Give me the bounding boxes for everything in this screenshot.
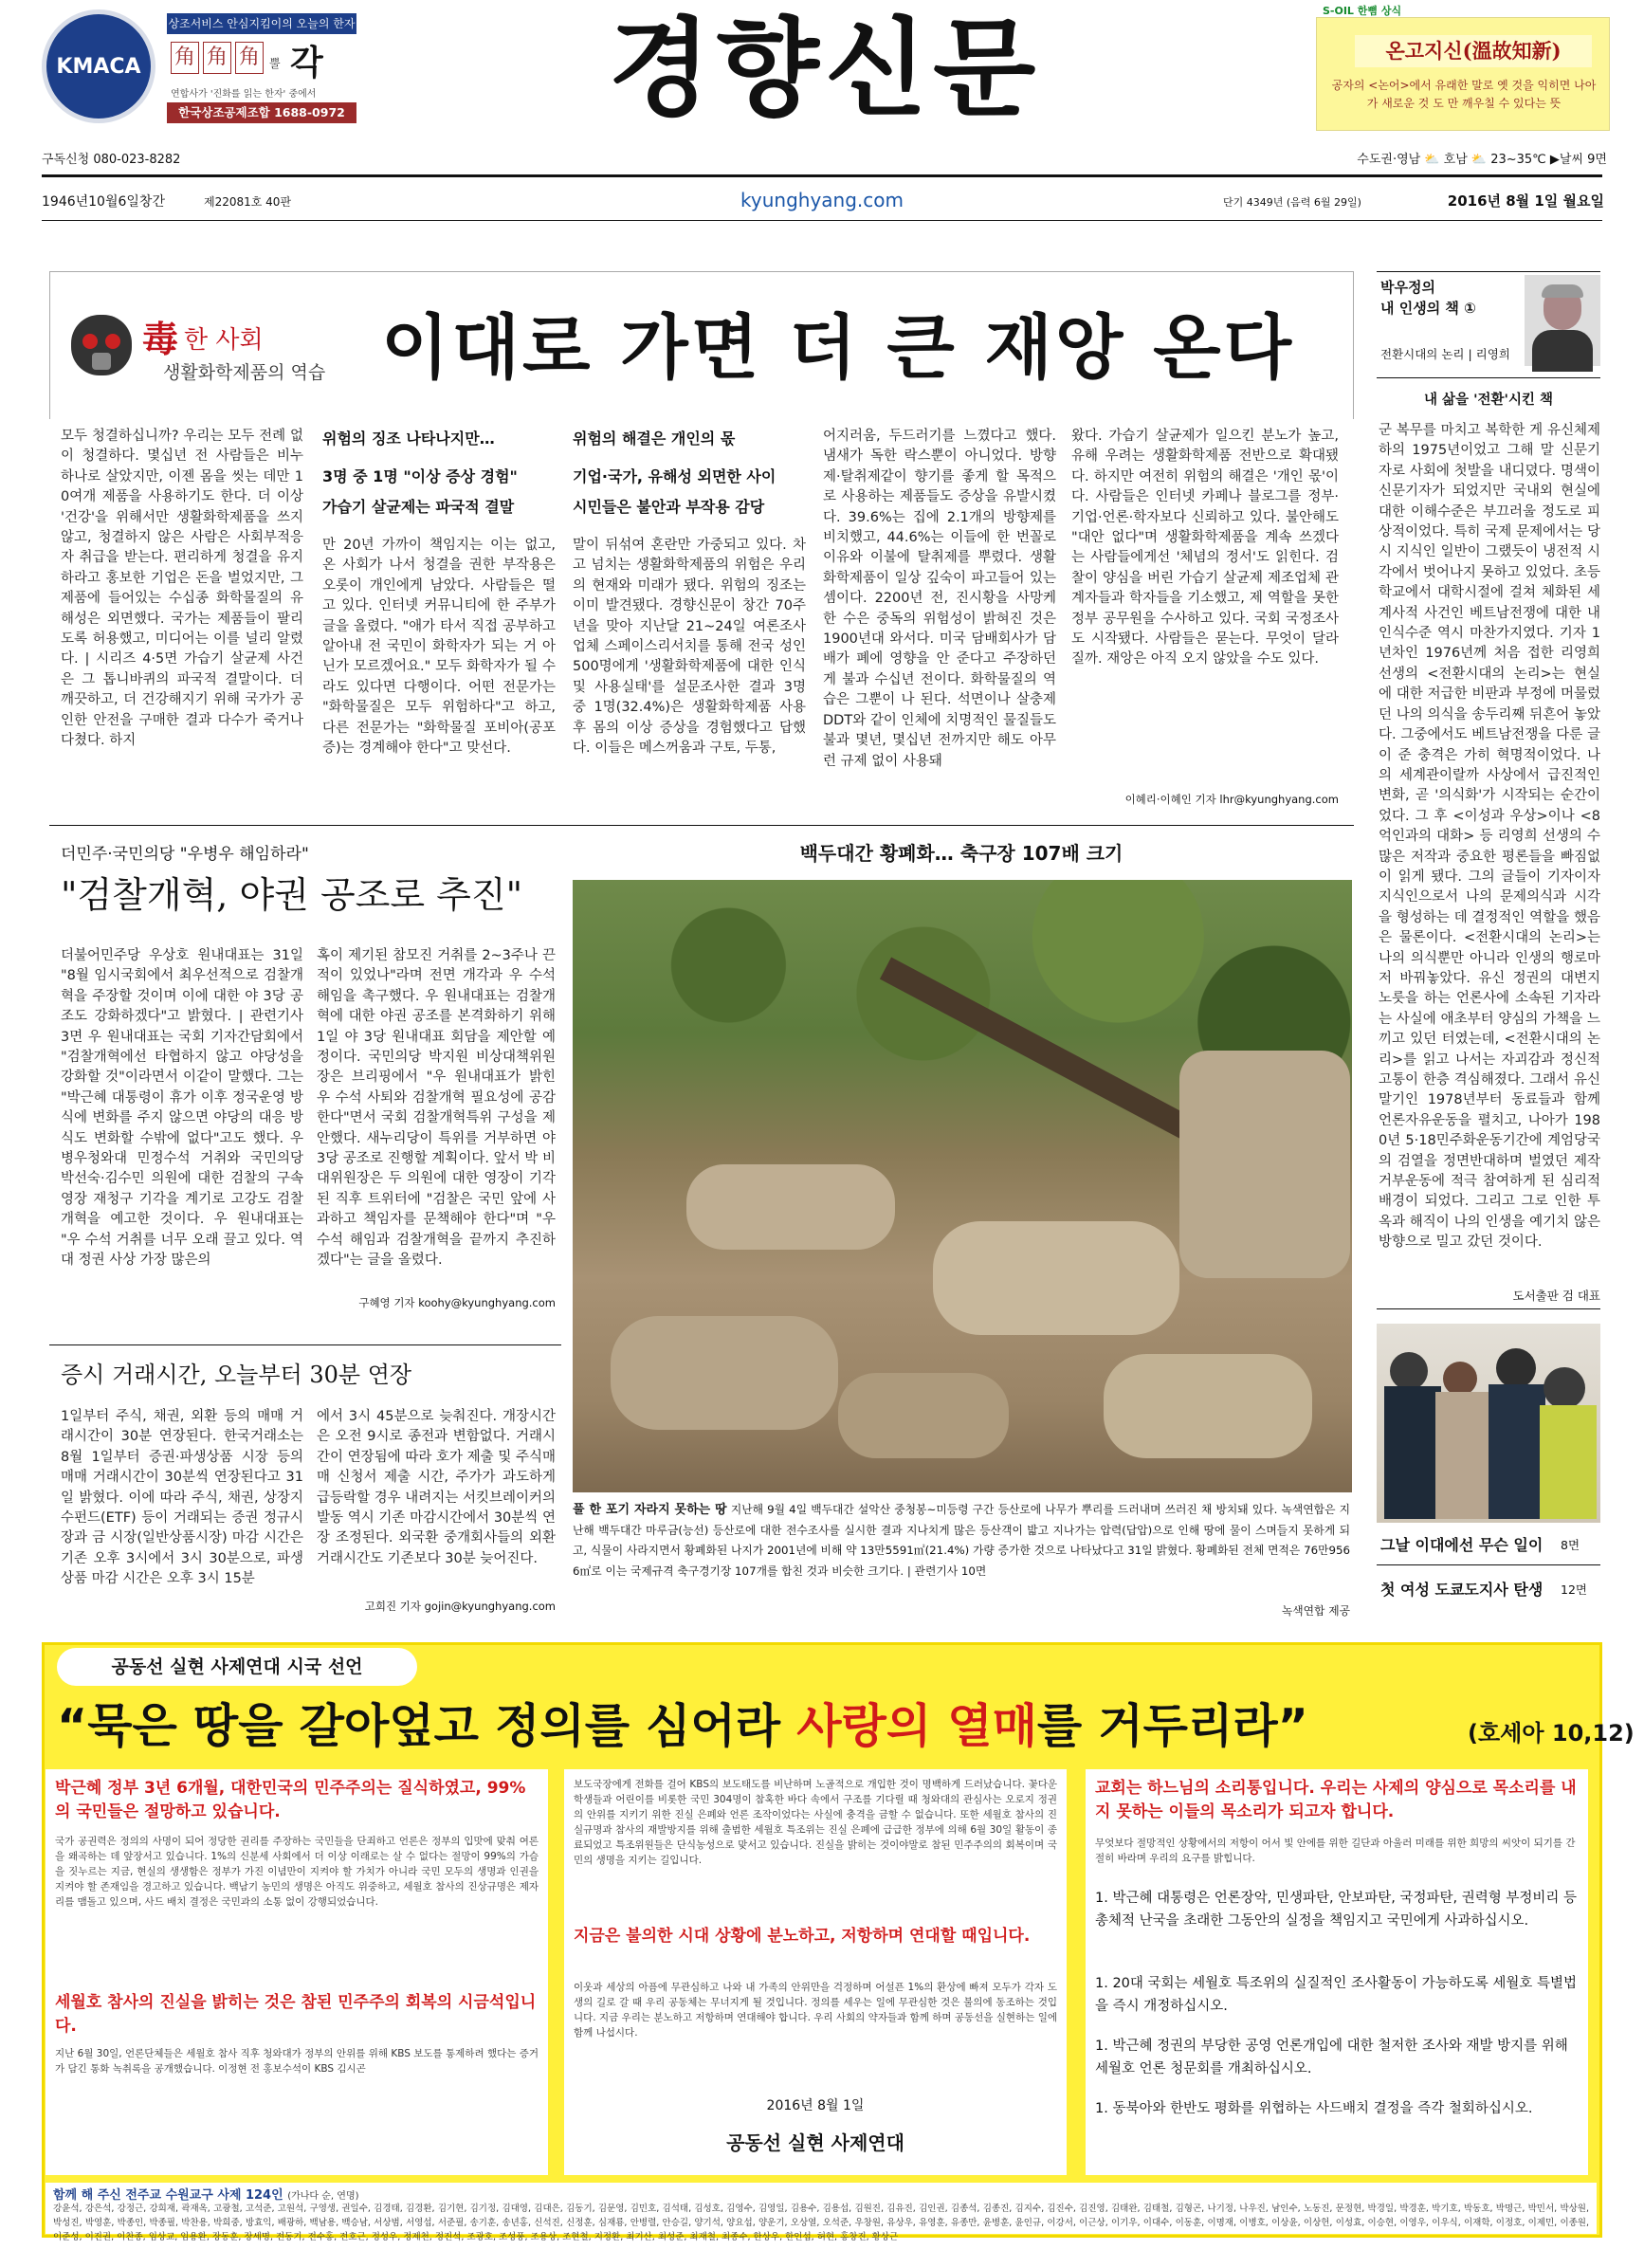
photo-title: 백두대간 황폐화… 축구장 107배 크기	[799, 842, 1123, 865]
ad-demand-4: 1. 동북아와 한반도 평화를 위협하는 사드배치 결정을 즉각 철회하십시오.	[1095, 2101, 1533, 2116]
right-ad[interactable]	[1316, 5, 1610, 131]
stock-col-2: 에서 3시 45분으로 늦춰진다. 개장시간은 오전 9시로 종전과 변함없다. 거래시간이 연장됨에 따라 호가 제출 및 주식매매 신청서 제출 시간, 주가가 과도하게 급등락할 경우 내려지는 서킷브레이커의 발동 역시 기존 마감시간에서 30분씩 연장 조정된다. 외국환 중개회사들의 외환 거래시간도 기존보다 30분 늦어진다.	[317, 1409, 556, 1566]
ad-quote	[57, 1693, 1470, 1760]
ad-c1-text-1: 국가 공권력은 정의의 사명이 되어 정당한 권리를 주장하는 국민들을 단죄하고 언론은 정부의 입맛에 맞춰 여론을 왜곡하는 데 앞장서고 있습니다. 1%의 신분세 사회에서 더 이상 이래로는 살 수 없다는 절망이 99%의 가슴을 짓누르는 지금, 현실의 생생함은 정부가 가진 이념만이 지켜야 할 가치가 아니라 국민 모두의 생명과 인권을 지켜야 할 존재임을 경고하고 있습니다. 백남기 농민의 생명은 아직도 위중하고, 세월호 참사의 진상규명은 제자리를 맴돌고 있으며, 사드 배치 결정은 국민과의 소통 없이 강행되었습니다.	[55, 1836, 539, 1908]
ad-signers-note: (가나다 순, 연명)	[287, 2191, 359, 2202]
prosecutor-headline[interactable]: "검찰개혁, 야권 공조로 추진"	[61, 874, 523, 916]
side-photo-caption: 그날 이대에선 무슨 일이	[1380, 1536, 1544, 1554]
stock-col-1: 1일부터 주식, 채권, 외환 등의 매매 거래시간이 30분 연장된다. 한국거래소는 8월 1일부터 증권·파생상품 시장 등의 매매 거래시간이 30분씩 연장된다고 31일 밝혔다. 이에 따라 주식, 채권, 상장지수펀드(ETF) 등이 거래되는 증권 정규시장과 금 시장(일반상품시장) 마감 시간은 기존 오후 3시에서 3시 30분으로, 파생상품 마감 시간은 오후 3시 15분	[61, 1409, 303, 1587]
side-rule	[1377, 1564, 1600, 1565]
lead-rule	[49, 825, 1354, 826]
ad-c3-heading-1: 교회는 하느님의 소리통입니다. 우리는 사제의 양심으로 목소리를 내지 못하는 이들의 목소리가 되고자 합니다.	[1095, 1779, 1577, 1821]
right-ad-brand: S-OIL 한뼘 상식	[1323, 5, 1402, 17]
left-ad-sub: 연합사가 '진화를 읽는 한자' 중에서	[171, 89, 317, 100]
ad-signature: 공동선 실현 사제연대	[726, 2131, 904, 2154]
founded: 1946년10월6일창간	[42, 194, 165, 210]
lead-col3-sub2: 기업·국가, 유해성 외면한 사이	[573, 467, 776, 485]
kmaca-seal: KMACA	[42, 9, 155, 123]
prosecutor-kicker: 더민주·국민의당 "우병우 해임하라"	[61, 845, 309, 864]
hanja-label: 각	[290, 44, 323, 82]
ad-ref: (호세아 10,12)	[1468, 1720, 1635, 1747]
ad-quote-red: 사랑의 열매	[796, 1699, 1037, 1753]
ad-signers-label	[53, 2185, 1589, 2203]
masthead-rule-top	[42, 174, 1602, 177]
mountain-trail-photo[interactable]	[573, 880, 1352, 1492]
lead-col2-sub3: 가습기 살균제는 파국적 결말	[322, 498, 515, 516]
photo-caption-bold: 풀 한 포기 자라지 못하는 땅	[573, 1503, 727, 1517]
gas-mask-icon	[71, 315, 132, 375]
ad-date: 2016년 8월 1일	[766, 2098, 865, 2113]
lead-col2-sub1: 위험의 징조 나타나지만…	[322, 430, 495, 448]
lead-col-2: 만 20년 가까이 책임지는 이는 없고, 온 사회가 나서 청결을 권한 부작용은 오롯이 개인에게 남았다. 사람들은 떨고 있다. 인터넷 커뮤니티에 한 주부가 글을 올렸다. "애가 타서 직접 공부하고 알아내 전 국민이 화학자가 되는 거 아닌가 모르겠어요." 모두 화학자가 될 수라도 있다면 다행이다. 어떤 전문가는 "화학물질은 모두 위험하다"고 하고, 다른 전문가는 "화학물질 포비아(공포증)는 경계해야 한다"고 맞선다.	[322, 538, 556, 757]
prosecutor-col-1: 더불어민주당 우상호 원내대표는 31일 "8월 임시국회에서 최우선적으로 검찰개혁을 주장할 것이며 이에 대한 야 3당 공조도 강화하겠다"고 밝혔다. | 관련기사 3면 우 원내대표는 국회 기자간담회에서 "검찰개혁에선 타협하지 않고 야당성을 강화할 것"이라면서 이같이 말했다. 그는 "박근혜 대통령이 휴가 이후 정국운영 방식에 변화를 주지 않으면 야당의 대응 방식도 변화할 수밖에 없다"고도 했다. 우병우청와대 민정수석 거취와 국민의당 박선숙·김수민 의원에 대한 검찰의 구속영장 재청구 기각을 계기로 고강도 검찰개혁을 예고한 것이다. 우 원내대표는 "우 수석 거취를 너무 오래 끌고 있다. 역대 정권 사상 가장 많은의	[61, 948, 303, 1269]
ad-banner: 공동선 실현 사제연대 시국 선언	[57, 1648, 417, 1686]
column-body: 군 복무를 마치고 복학한 게 유신체제 하의 1975년이었고 그해 말 신문기자로 사회에 첫발을 내디뎠다. 명색이 신문기자가 되었지만 국내외 현실에 대한 이해수준은 부끄러울 정도로 피상적이었다. 특히 국제 문제에서는 당시 지식인 일반이 그랬듯이 냉전적 시각에서 벗어나지 못하고 있었다. 초등학교에서 대학시절에 걸쳐 체화된 세계사적 사건인 베트남전쟁에 대한 내 인식수준 역시 마찬가지였다. 기자 1년차인 1976년께 처음 접한 리영희 선생의 <전환시대의 논리>는 현실에 대한 저급한 비판과 부정에 머물렀던 나의 의식을 송두리째 뒤흔어 놓았다. 그중에서도 베트남전쟁을 다룬 글이 준 충격은 가히 혁명적이었다. 나의 세계관이랄까 사상에서 급진적인 변화, 곧 '의식화'가 시작되는 순간이었다. 그 후 <이성과 우상>이나 <8억인과의 대화> 등 리영희 선생의 수많은 저작과 중요한 평론들을 빠짐없이 읽게 됐다. 그의 글들이 기자이자 지식인으로서 나의 문제의식과 시각을 형성하는 데 결정적인 역할을 했음은 물론이다. <전환시대의 논리>는 나의 의식뿐만 아니라 인생의 행로마저 바꿔놓았다. 유신 정권의 대변지 노릇을 하는 언론사에 소속된 기자라는 사실에 애초부터 양심의 가책을 느끼고 있던 터였는데, <전환시대의 논리>를 읽고 나서는 자괴감과 정신적 고통이 한층 격심해졌다. 그래서 유신 말기인 1978년부터 동료들과 함께 언론자유운동을 펼치고, 나아가 1980년 5·18민주화운동기간에 계엄당국의 검열을 정면반대하며 벌였던 제작거부운동에 적극 참여하게 된 심리적 배경이 되었다. 그리고 그로 인한 투옥과 해직이 나의 인생을 예기치 않은 방향으로 밀고 갔던 것이다.	[1379, 423, 1600, 1251]
hanja-prefix: 뿔	[269, 57, 281, 70]
issue-date: 2016년 8월 1일 월요일	[1447, 192, 1604, 210]
ad-c2-heading-1: 지금은 불의한 시대 상황에 분노하고, 저항하며 연대할 때입니다.	[574, 1927, 1031, 1946]
lead-col3-sub3: 시민들은 불안과 부작용 감당	[573, 498, 765, 516]
ad-c3-text-1: 무엇보다 절망적인 상황에서의 저항이 어서 빛 안에를 위한 길단과 아울러 미래를 위한 희망의 씨앗이 되기를 간절히 바라며 우리의 요구를 밝힙니다.	[1095, 1838, 1576, 1864]
lead-col2-sub2: 3명 중 1명 "이상 증상 경험"	[322, 467, 518, 485]
teaser-page: 12면	[1561, 1582, 1587, 1597]
stock-byline: 고희진 기자 gojin@kyunghyang.com	[364, 1600, 556, 1613]
left-ad-line1: 상조서비스 안심지킴이의 오늘의 한자	[167, 13, 356, 34]
right-ad-body: 공자의 <논어>에서 유래한 말로 옛 것을 익히면 나아가 새로운 것 도 만 깨우칠 수 있다는 뜻	[1331, 79, 1597, 110]
ad-quote-part1: “묵은 땅을 갈아엎고 정의를 심어라	[57, 1699, 797, 1753]
column-title[interactable]: 박우정의 내 인생의 책 ①	[1380, 279, 1476, 317]
right-ad-title: 온고지신(溫故知新)	[1355, 35, 1592, 67]
lunar-date: 단기 4349년 (음력 6월 29일)	[1223, 196, 1361, 209]
lead-col-1: 모두 청결하십니까? 우리는 모두 전례 없이 청결하다. 몇십년 전 사람들은 비누 하나로 살았지만, 이젠 몸을 씻는 데만 10여개 제품을 사용하기도 한다. 더 이상 '건강'을 위해서만 생활화학제품을 쓰지 않고, 청결하지 않은 사람은 사회부적응자 취급을 받는다. 편리하게 청결을 유지하라고 홍보한 기업은 돈을 벌었지만, 그 제품에 들어있는 수십종 화학물질의 유해성은 외면했다. 국가는 제품들이 팔리도록 허용했고, 미디어는 이를 널리 알렸다. | 시리즈 4·5면 가습기 살균제 사건은 그 톱니바퀴의 파국적 결말이다. 더 깨끗하고, 더 건강해지기 위해 국가가 공인한 안전을 구매한 결과 다수가 죽거나 다쳤다. 하지	[61, 429, 303, 749]
photo-caption	[573, 1500, 1350, 1602]
column-rule-top	[1377, 271, 1600, 272]
series-hanja: 毒	[142, 318, 179, 360]
ad-demand-1: 1. 박근혜 대통령은 언론장악, 민생파탄, 안보파탄, 국정파탄, 권력형 부정비리 등 총체적 난국을 초래한 그동안의 실정을 책임지고 국민에게 사과하십시오.	[1095, 1891, 1577, 1929]
teaser-headline[interactable]: 첫 여성 도쿄도지사 탄생	[1380, 1581, 1544, 1599]
series-name: 한 사회	[184, 326, 264, 355]
lead-col-4: 어지러움, 두드러기를 느꼈다고 했다. 냄새가 독한 락스뿐이 아니었다. 방향제·탈취제같이 향기를 좋게 할 목적으로 사용하는 제품들도 증상을 유발시켰다. 39.6%는 집에 2.1개의 방향제를 비치했고, 44.6%는 이들에 한 번꼴로 이유와 이불에 탈취제를 뿌렸다. 생활화학제품이 일상 깊숙이 파고들어 있는 셈이다. 2200년 전, 진시황을 사망케 한 수은 중독의 위험성이 밝혀진 것은 1900년대 와서다. 미국 담배회사가 담배가 폐에 영향을 안 준다고 주장하던 게 불과 수십년 전이다. 화학물질의 역습은 그뿐이 나 된다. 석면이나 살충제 DDT와 같이 인체에 치명적인 물질들도 불과 몇년, 몇십년 전까지만 해도 아무런 규제 없이 사용돼	[823, 429, 1056, 769]
column-rule-mid	[1377, 377, 1600, 378]
prosecutor-byline: 구혜영 기자 koohy@kyunghyang.com	[358, 1296, 556, 1309]
lead-col-3: 말이 뒤섞여 혼란만 가중되고 있다. 차고 넘치는 생활화학제품의 위험은 우리의 현재와 미래가 됐다. 위험의 징조는 이미 발견됐다. 경향신문이 창간 70주년을 맞아 지난달 21~24일 여론조사업체 스페이스리서치를 통해 전국 성인 500명에게 '생활화학제품에 대한 인식 및 사용실태'를 설문조사한 결과 3명 중 1명(32.4%)은 생활화학제품 사용 후 몸의 이상 증상을 경험했다고 답했다. 이들은 메스꺼움과 구토, 두통,	[573, 538, 806, 757]
ad-demand-3: 1. 박근혜 정권의 부당한 공영 언론개입에 대한 철저한 조사와 재발 방지를 위해 세월호 언론 청문회를 개최하십시오.	[1095, 2039, 1568, 2076]
lead-col-5: 왔다. 가습기 살균제가 일으킨 분노가 높고, 유해 우려는 생활화학제품 전반으로 확대됐다. 하지만 여전히 위험의 해결은 '개인 몫'이다. 사람들은 인터넷 카페나 블로그를 정부·기업·언론·학자보다 신뢰하고 있다. 불안해도 "대안 없다"며 생활화학제품을 계속 쓰겠다는 사람들에게선 '체념의 정서'도 읽힌다. 검찰이 양심을 버린 가습기 살균제 제조업체 관계자들과 학자들을 기소했고, 제 역할을 못한 정부 공무원을 수사하고 있다. 국회 국정조사도 시작됐다. 사람들은 묻는다. 무엇이 달라질까. 재앙은 아직 오지 않았을 수도 있다.	[1071, 429, 1339, 668]
side-photo[interactable]	[1377, 1324, 1600, 1523]
lead-byline: 이혜리·이혜인 기자 lhr@kyunghyang.com	[1124, 793, 1339, 806]
masthead-rule-bottom	[42, 220, 1602, 221]
photo-caption-text: 지난해 9월 4일 백두대간 설악산 중청봉~미등령 구간 등산로에 나무가 뿌리를 드러내며 쓰러진 채 방치돼 있다. 녹색연합은 지난해 백두대간 마루금(능선) 등산로에 대한 전수조사를 실시한 결과 지나치게 많은 등산객이 밟고 지나가는 압력(답압)으로 인해 땅에 물이 스며들지 못하게 되고, 식물이 사라지면서 황폐화된 나지가 2001년에 비해 약 13만5591㎡(21.4%) 가량 증가한 것으로 나타났다고 31일 밝혔다. 황폐화된 전체 면적은 76만9566㎡로 이는 국제규격 축구경기장 107개를 합친 것과 비슷한 크기다. | 관련기사 10면	[573, 1503, 1350, 1578]
series-sub: 생활화학제품의 역습	[163, 362, 326, 383]
subscribe-line: 구독신청 080-023-8282	[42, 153, 181, 167]
column-rule-bottom	[1377, 1308, 1600, 1309]
ad-demand-2: 1. 20대 국회는 세월호 특조위의 실질적인 조사활동이 가능하도록 세월호 특별법을 즉시 개정하십시오.	[1095, 1976, 1577, 2014]
ad-c1-text-2: 지난 6월 30일, 언론단체들은 세월호 참사 직후 청와대가 정부의 안위를 위해 KBS 보도를 통제하려 했다는 증거가 담긴 통화 녹취록을 공개했습니다. 이정현 전 홍보수석이 KBS 김시곤	[55, 2048, 539, 2075]
column-subtitle: 내 삶을 '전환'시킨 책	[1423, 393, 1554, 408]
issue-no: 제22081호 40판	[204, 195, 292, 209]
ad-c1-heading-1: 박근혜 정부 3년 6개월, 대한민국의 민주주의는 질식하였고, 99%의 국민들은 절망하고 있습니다.	[55, 1779, 526, 1821]
lead-col3-sub1: 위험의 해결은 개인의 몫	[573, 430, 736, 448]
prosecutor-rule	[49, 1344, 561, 1345]
weather: 수도권·영남 ⛅ 호남 ⛅ 23~35℃ ▶날씨 9면	[1357, 153, 1607, 167]
author-portrait	[1525, 275, 1600, 366]
column-book: 전환시대의 논리 | 리영희	[1380, 347, 1510, 361]
ad-c2-text-1: 보도국장에게 전화를 걸어 KBS의 보도태도를 비난하며 노골적으로 개입한 것이 명백하게 드러났습니다. 꽃다운 학생들과 어린이를 비롯한 국민 304명이 참혹한 바다 속에서 구조를 기다릴 때 청와대의 관심사는 오로지 정권의 안위를 지키기 위한 진실 은폐와 언론 조작이었다는 사실에 충격을 금할 수 없습니다. 또한 세월호 참사의 진실규명과 참사의 재발방지를 위해 출범한 세월호 특조위는 진실 은폐에 급급한 정부에 의해 6월 30일 활동이 종료되었고 특조위원들은 단식농성으로 맞서고 있습니다. 진실을 밝히는 것이야말로 참된 민주주의의 회복이며 국민의 생명을 지키는 길입니다.	[574, 1779, 1057, 1866]
site-url[interactable]: kyunghyang.com	[740, 189, 904, 211]
ad-signers-list: 강윤석, 강은석, 강정근, 강희재, 곽재옥, 고광철, 고석준, 고원석, 구영생, 권일수, 김경태, 김경환, 김기현, 김기정, 김대영, 김대은, 김동기, 김문영, 김민호, 김석태, 김성호, 김영수, 김영일, 김용수, 김용섭, 김원진, 김유진, 김인권, 김종석, 김종진, 김지수, 김진수, 김진영, 김태완, 김태철, 김형곤, 나기정, 나우진, 남인수, 노동진, 문정현, 박경일, 박경훈, 박기호, 박동호, 박명근, 박민서, 박상원, 박성진, 박영훈, 박종인, 박종필, 박찬용, 박희중, 방효익, 배광하, 백남용, 백승남, 서상범, 서영섭, 서준필, 송기훈, 송년홍, 신석진, 신정훈, 심재룡, 안병렬, 안승길, 양기석, 양요섭, 양운기, 오상열, 오석준, 우창원, 유상우, 유영훈, 유종만, 윤병훈, 윤인규, 이강서, 이근상, 이기우, 이대수, 이동훈, 이명재, 이병호, 이상윤, 이상헌, 이성효, 이승현, 이영우, 이우식, 이재학, 이정호, 이제민, 이종원, 이준성, 이진권, 이찬종, 임상교, 임용환, 장동훈, 장세명, 전동기, 전수홍, 전호근, 정성우, 정제천, 정진석, 조광호, 조성풍, 조용상, 조현철, 지정환, 최기산, 최성준, 최재철, 최종수, 한상우, 한인섭, 허현, 홍창진, 황상근	[53, 2204, 1589, 2242]
side-photo-page: 8면	[1561, 1538, 1580, 1552]
ad-quote-part2: 를 거두리라	[1036, 1699, 1278, 1753]
left-ad-org: 한국상조공제조합 1688-0972	[167, 102, 356, 123]
photo-credit: 녹색연합 제공	[1281, 1604, 1350, 1618]
ad-signers-title: 함께 해 주신 전주교 수원교구 사제 124인	[53, 2188, 283, 2203]
newspaper-title: 경향신문	[608, 8, 1042, 131]
ad-c1-heading-2: 세월호 참사의 진실을 밝히는 것은 참된 민주주의 회복의 시금석입니다.	[55, 1993, 537, 2036]
lead-headline[interactable]: 이대로 가면 더 큰 재앙 온다	[381, 307, 1295, 389]
stock-headline[interactable]: 증시 거래시간, 오늘부터 30분 연장	[61, 1362, 412, 1388]
ad-quote-end: ”	[1277, 1699, 1308, 1753]
hanja-boxes: 角 角 角	[171, 42, 265, 76]
ad-c2-text-2: 이웃과 세상의 아픔에 무관심하고 나와 내 가족의 안위만을 걱정하며 어설픈 1%의 환상에 빠져 모두가 각자 도생의 길로 갈 때 우리 공동체는 무너지게 될 것입니다. 정의를 세우는 일에 무관심한 것은 불의에 동조하는 것입니다. 지금 우리는 분노하고 저항하며 연대해야 합니다. 우리 사회의 약자들과 함께 하며 공동선을 실현하는 일에 함께 나섭시다.	[574, 1982, 1057, 2039]
column-credit: 도서출판 검 대표	[1512, 1289, 1600, 1303]
prosecutor-col-2: 혹이 제기된 참모진 거취를 2~3주나 끈적이 있었나"라며 전면 개각과 우 수석 해임을 촉구했다. 우 원내대표는 검찰개혁에 대한 야권 공조를 본격화하기 위해 1일 야 3당 원내대표 회담을 제안할 예정이다. 국민의당 박지원 비상대책위원장은 브리핑에서 "우 원내대표가 밝힌 우 수석 사퇴와 검찰개혁 필요성에 공감한다"면서 국회 검찰개혁특위 구성을 제안했다. 새누리당이 특위를 거부하면 야 3당 공조로 진행할 계획이다. 앞서 박 비대위원장은 두 의원에 대한 영장이 기각된 직후 트위터에 "검찰은 국민 앞에 사과하고 책임자를 문책해야 한다"며 "우 수석 해임과 검찰개혁을 끝까지 추진하겠다"는 글을 올렸다.	[317, 948, 556, 1269]
left-ad[interactable]	[42, 9, 355, 133]
